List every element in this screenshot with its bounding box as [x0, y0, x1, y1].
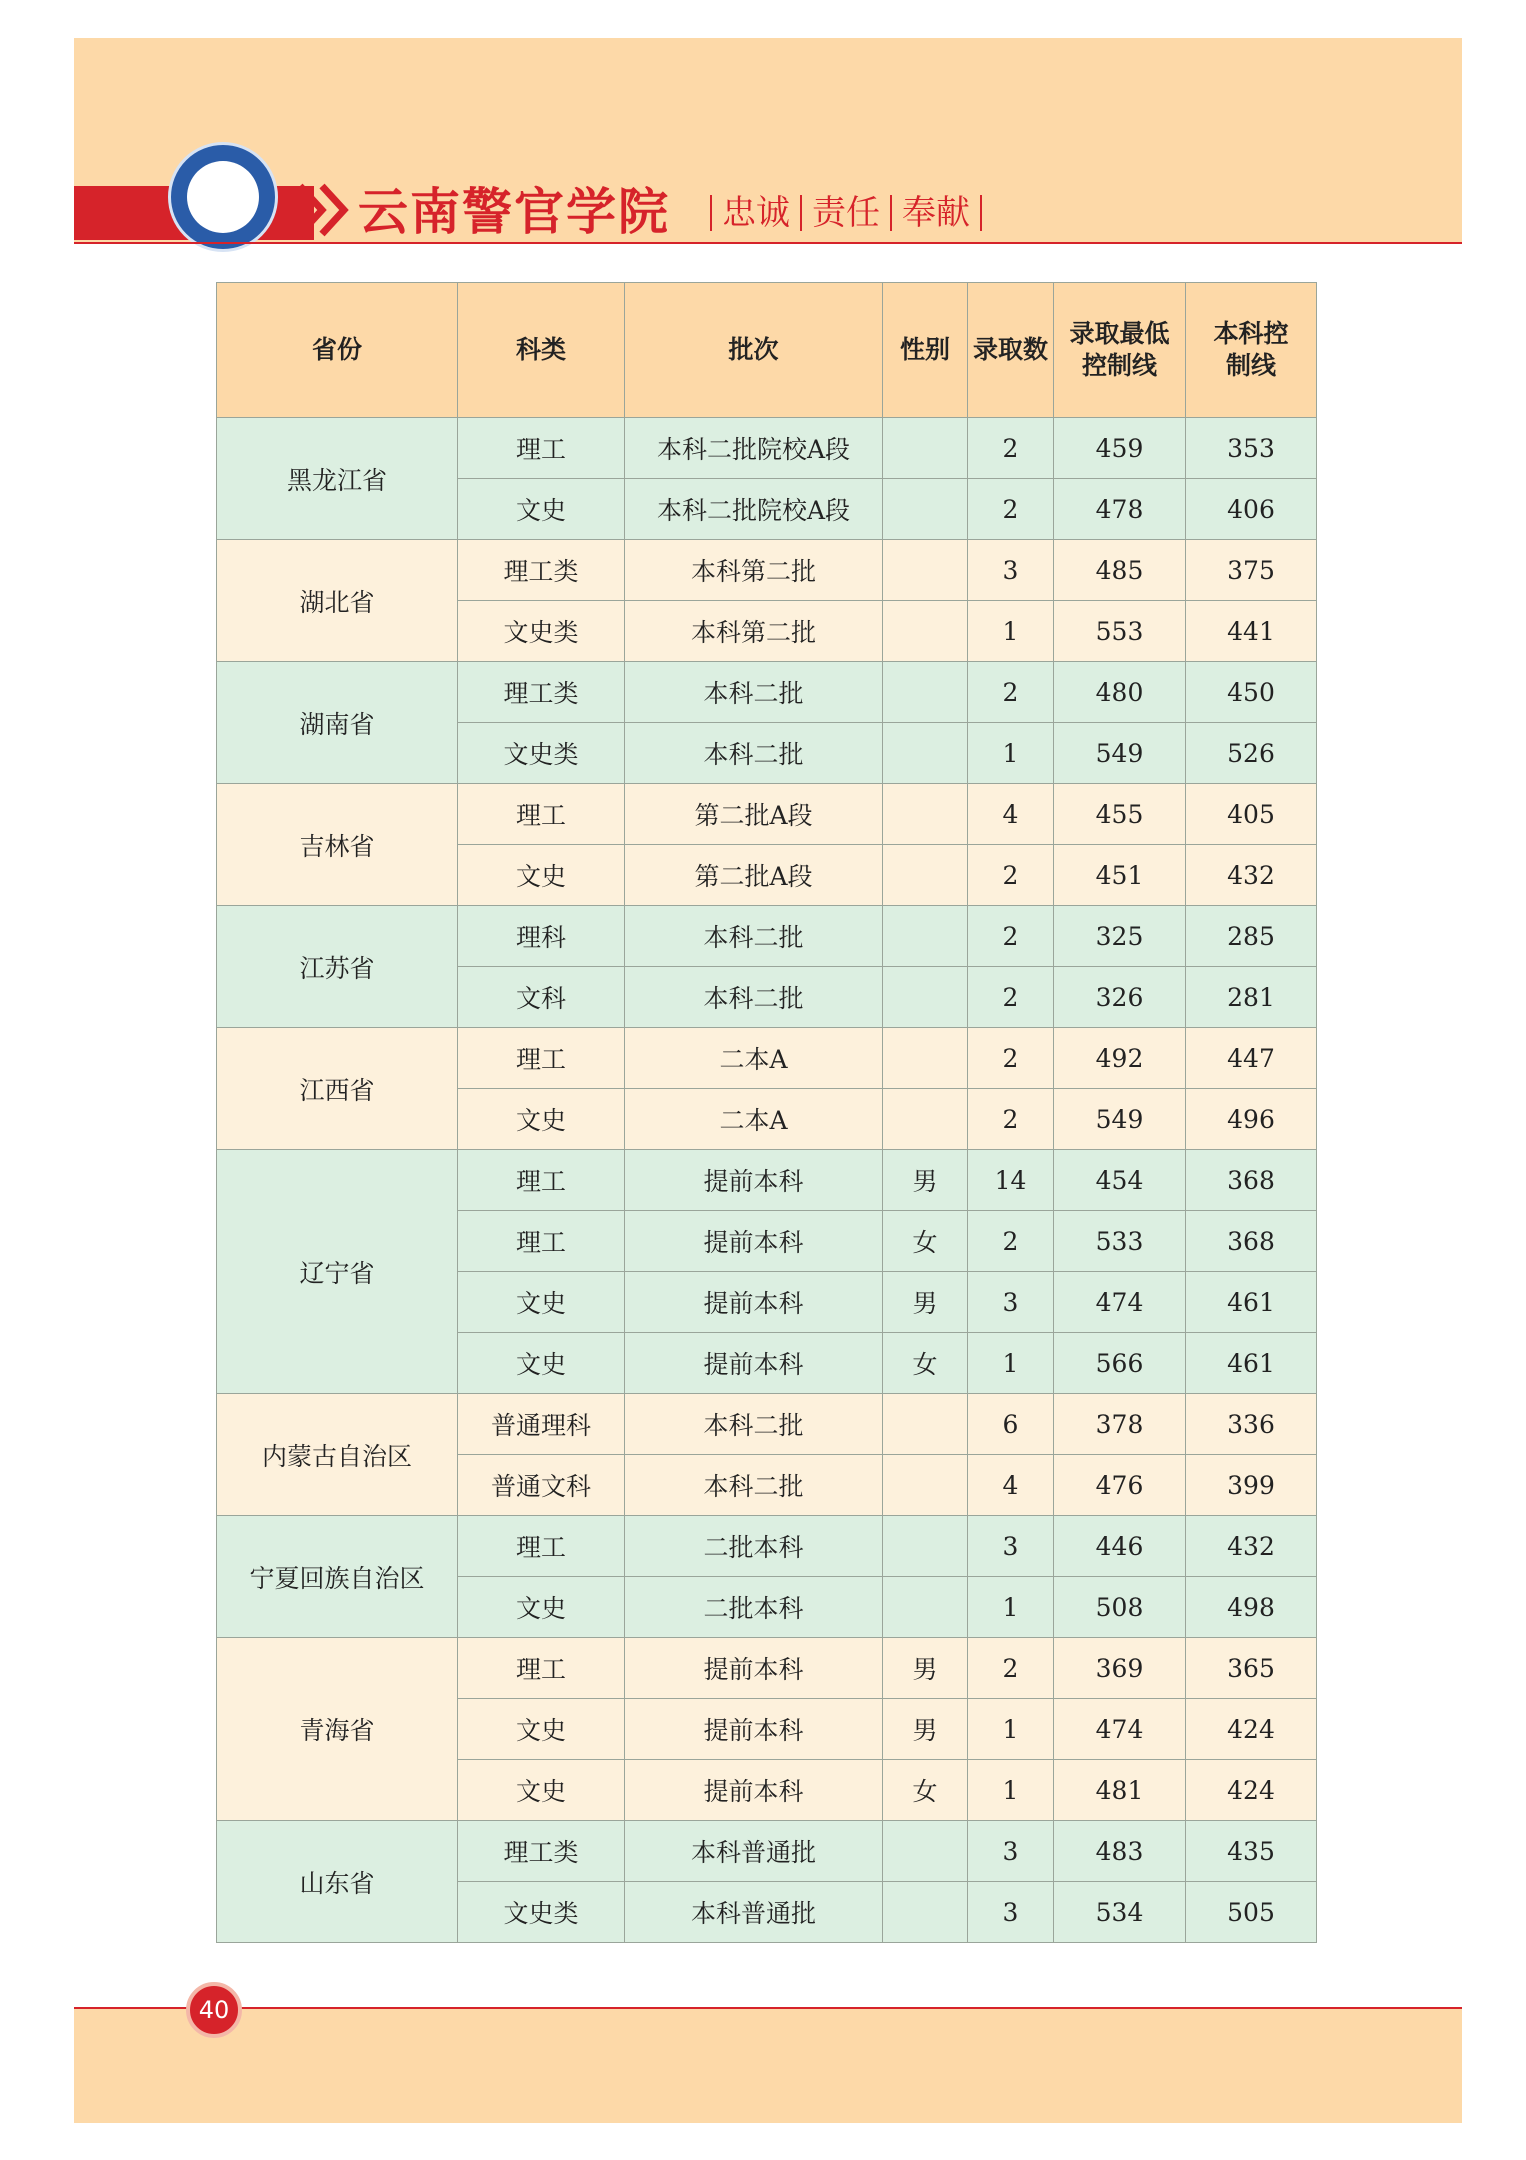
motto-item: 责任: [812, 193, 880, 233]
count-cell: 2: [968, 418, 1054, 479]
gender-cell: [883, 723, 968, 784]
table-row: [217, 784, 1317, 845]
province-cell: 宁夏回族自治区: [217, 1516, 458, 1638]
min-line-cell: 485: [1054, 540, 1186, 601]
control-line-cell: 505: [1186, 1882, 1317, 1943]
category-cell: 文史: [458, 1333, 625, 1394]
count-cell: 3: [968, 1272, 1054, 1333]
gender-cell: [883, 1028, 968, 1089]
control-line-cell: 399: [1186, 1455, 1317, 1516]
control-line-cell: 432: [1186, 1516, 1317, 1577]
batch-cell: 提前本科: [625, 1638, 883, 1699]
count-cell: 2: [968, 662, 1054, 723]
control-line-cell: 375: [1186, 540, 1317, 601]
count-cell: 2: [968, 1089, 1054, 1150]
batch-cell: 提前本科: [625, 1211, 883, 1272]
category-cell: 文史类: [458, 723, 625, 784]
gender-cell: [883, 1821, 968, 1882]
gender-cell: 男: [883, 1699, 968, 1760]
gender-cell: [883, 662, 968, 723]
batch-cell: 本科二批: [625, 1394, 883, 1455]
min-line-cell: 549: [1054, 1089, 1186, 1150]
min-line-cell: 459: [1054, 418, 1186, 479]
batch-cell: 提前本科: [625, 1150, 883, 1211]
table-row: [217, 540, 1317, 601]
gender-cell: [883, 1089, 968, 1150]
batch-cell: 本科第二批: [625, 601, 883, 662]
control-line-cell: 461: [1186, 1333, 1317, 1394]
count-cell: 1: [968, 1760, 1054, 1821]
control-line-cell: 424: [1186, 1699, 1317, 1760]
count-cell: 1: [968, 1333, 1054, 1394]
category-cell: 理工: [458, 1028, 625, 1089]
category-cell: 理工类: [458, 662, 625, 723]
category-cell: 理工: [458, 1516, 625, 1577]
category-cell: 文史类: [458, 1882, 625, 1943]
college-name: 云南警官学院: [358, 182, 670, 241]
control-line-cell: 498: [1186, 1577, 1317, 1638]
header-divider: [74, 242, 1462, 244]
footer-band: [74, 2009, 1462, 2123]
gender-cell: [883, 1516, 968, 1577]
min-line-cell: 533: [1054, 1211, 1186, 1272]
gender-cell: [883, 540, 968, 601]
province-cell: 吉林省: [217, 784, 458, 906]
gender-cell: [883, 1577, 968, 1638]
gender-cell: [883, 1394, 968, 1455]
batch-cell: 本科第二批: [625, 540, 883, 601]
count-cell: 1: [968, 1577, 1054, 1638]
category-cell: 文史: [458, 479, 625, 540]
min-line-cell: 553: [1054, 601, 1186, 662]
province-cell: 山东省: [217, 1821, 458, 1943]
min-line-cell: 451: [1054, 845, 1186, 906]
min-line-cell: 378: [1054, 1394, 1186, 1455]
min-line-cell: 369: [1054, 1638, 1186, 1699]
min-line-cell: 549: [1054, 723, 1186, 784]
count-cell: 3: [968, 1821, 1054, 1882]
gender-cell: 男: [883, 1272, 968, 1333]
batch-cell: 第二批A段: [625, 784, 883, 845]
category-cell: 理工类: [458, 540, 625, 601]
control-line-cell: 424: [1186, 1760, 1317, 1821]
header-category: 科类: [458, 283, 625, 418]
control-line-cell: 406: [1186, 479, 1317, 540]
control-line-cell: 368: [1186, 1150, 1317, 1211]
motto-item: 奉献: [902, 193, 970, 233]
gender-cell: [883, 479, 968, 540]
province-cell: 黑龙江省: [217, 418, 458, 540]
min-line-cell: 325: [1054, 906, 1186, 967]
batch-cell: 本科普通批: [625, 1882, 883, 1943]
control-line-cell: 353: [1186, 418, 1317, 479]
province-cell: 辽宁省: [217, 1150, 458, 1394]
page-number: 40: [186, 1982, 242, 2038]
table-header-row: [217, 283, 1317, 418]
count-cell: 3: [968, 540, 1054, 601]
batch-cell: 二批本科: [625, 1516, 883, 1577]
batch-cell: 本科二批: [625, 662, 883, 723]
header-min-line: 录取最低控制线: [1054, 283, 1186, 418]
category-cell: 理工: [458, 418, 625, 479]
control-line-cell: 432: [1186, 845, 1317, 906]
min-line-cell: 474: [1054, 1699, 1186, 1760]
batch-cell: 二本A: [625, 1089, 883, 1150]
category-cell: 理工类: [458, 1821, 625, 1882]
table-body: [217, 418, 1317, 1943]
header-batch: 批次: [625, 283, 883, 418]
min-line-cell: 481: [1054, 1760, 1186, 1821]
control-line-cell: 450: [1186, 662, 1317, 723]
batch-cell: 提前本科: [625, 1699, 883, 1760]
count-cell: 1: [968, 723, 1054, 784]
count-cell: 2: [968, 967, 1054, 1028]
control-line-cell: 447: [1186, 1028, 1317, 1089]
count-cell: 6: [968, 1394, 1054, 1455]
control-line-cell: 435: [1186, 1821, 1317, 1882]
control-line-cell: 526: [1186, 723, 1317, 784]
motto-item: 忠诚: [722, 193, 790, 233]
control-line-cell: 336: [1186, 1394, 1317, 1455]
gender-cell: [883, 601, 968, 662]
category-cell: 文科: [458, 967, 625, 1028]
batch-cell: 提前本科: [625, 1333, 883, 1394]
gender-cell: [883, 845, 968, 906]
table-row: [217, 1638, 1317, 1699]
category-cell: 理工: [458, 1150, 625, 1211]
chevron-right-icon: [296, 180, 360, 240]
category-cell: 文史: [458, 1699, 625, 1760]
gender-cell: [883, 906, 968, 967]
category-cell: 文史: [458, 1272, 625, 1333]
min-line-cell: 474: [1054, 1272, 1186, 1333]
category-cell: 理工: [458, 1638, 625, 1699]
category-cell: 理科: [458, 906, 625, 967]
min-line-cell: 566: [1054, 1333, 1186, 1394]
count-cell: 4: [968, 1455, 1054, 1516]
college-motto: [700, 188, 992, 238]
batch-cell: 二批本科: [625, 1577, 883, 1638]
min-line-cell: 534: [1054, 1882, 1186, 1943]
category-cell: 文史: [458, 1089, 625, 1150]
category-cell: 普通理科: [458, 1394, 625, 1455]
category-cell: 理工: [458, 784, 625, 845]
table-row: [217, 1394, 1317, 1455]
header-gender: 性别: [883, 283, 968, 418]
gender-cell: 女: [883, 1760, 968, 1821]
batch-cell: 第二批A段: [625, 845, 883, 906]
gender-cell: [883, 1455, 968, 1516]
gender-cell: 男: [883, 1150, 968, 1211]
control-line-cell: 365: [1186, 1638, 1317, 1699]
batch-cell: 本科普通批: [625, 1821, 883, 1882]
count-cell: 2: [968, 906, 1054, 967]
min-line-cell: 326: [1054, 967, 1186, 1028]
header-province: 省份: [217, 283, 458, 418]
min-line-cell: 480: [1054, 662, 1186, 723]
count-cell: 4: [968, 784, 1054, 845]
table-row: [217, 906, 1317, 967]
province-cell: 江苏省: [217, 906, 458, 1028]
header-count: 录取数: [968, 283, 1054, 418]
gender-cell: [883, 784, 968, 845]
province-cell: 湖南省: [217, 662, 458, 784]
gender-cell: [883, 418, 968, 479]
count-cell: 14: [968, 1150, 1054, 1211]
control-line-cell: 461: [1186, 1272, 1317, 1333]
min-line-cell: 508: [1054, 1577, 1186, 1638]
province-cell: 内蒙古自治区: [217, 1394, 458, 1516]
count-cell: 3: [968, 1516, 1054, 1577]
table-row: [217, 1516, 1317, 1577]
gender-cell: [883, 967, 968, 1028]
college-logo: [168, 142, 278, 252]
batch-cell: 本科二批: [625, 1455, 883, 1516]
control-line-cell: 368: [1186, 1211, 1317, 1272]
min-line-cell: 478: [1054, 479, 1186, 540]
table-row: [217, 1150, 1317, 1211]
batch-cell: 二本A: [625, 1028, 883, 1089]
batch-cell: 本科二批院校A段: [625, 418, 883, 479]
table-row: [217, 418, 1317, 479]
count-cell: 1: [968, 601, 1054, 662]
province-cell: 江西省: [217, 1028, 458, 1150]
admission-table: [216, 282, 1317, 1943]
count-cell: 2: [968, 845, 1054, 906]
min-line-cell: 454: [1054, 1150, 1186, 1211]
control-line-cell: 281: [1186, 967, 1317, 1028]
control-line-cell: 496: [1186, 1089, 1317, 1150]
count-cell: 1: [968, 1699, 1054, 1760]
category-cell: 理工: [458, 1211, 625, 1272]
batch-cell: 本科二批院校A段: [625, 479, 883, 540]
count-cell: 2: [968, 1211, 1054, 1272]
table-row: [217, 1821, 1317, 1882]
province-cell: 湖北省: [217, 540, 458, 662]
batch-cell: 提前本科: [625, 1760, 883, 1821]
gender-cell: 女: [883, 1333, 968, 1394]
control-line-cell: 285: [1186, 906, 1317, 967]
batch-cell: 本科二批: [625, 906, 883, 967]
category-cell: 文史: [458, 1760, 625, 1821]
min-line-cell: 455: [1054, 784, 1186, 845]
min-line-cell: 483: [1054, 1821, 1186, 1882]
header-control-line: 本科控制线: [1186, 283, 1317, 418]
table-row: [217, 662, 1317, 723]
category-cell: 文史: [458, 1577, 625, 1638]
gender-cell: [883, 1882, 968, 1943]
count-cell: 2: [968, 1028, 1054, 1089]
category-cell: 文史: [458, 845, 625, 906]
count-cell: 3: [968, 1882, 1054, 1943]
gender-cell: 女: [883, 1211, 968, 1272]
count-cell: 2: [968, 479, 1054, 540]
control-line-cell: 405: [1186, 784, 1317, 845]
min-line-cell: 446: [1054, 1516, 1186, 1577]
category-cell: 文史类: [458, 601, 625, 662]
table-row: [217, 1028, 1317, 1089]
min-line-cell: 492: [1054, 1028, 1186, 1089]
batch-cell: 本科二批: [625, 723, 883, 784]
province-cell: 青海省: [217, 1638, 458, 1821]
batch-cell: 提前本科: [625, 1272, 883, 1333]
min-line-cell: 476: [1054, 1455, 1186, 1516]
batch-cell: 本科二批: [625, 967, 883, 1028]
count-cell: 2: [968, 1638, 1054, 1699]
gender-cell: 男: [883, 1638, 968, 1699]
control-line-cell: 441: [1186, 601, 1317, 662]
category-cell: 普通文科: [458, 1455, 625, 1516]
